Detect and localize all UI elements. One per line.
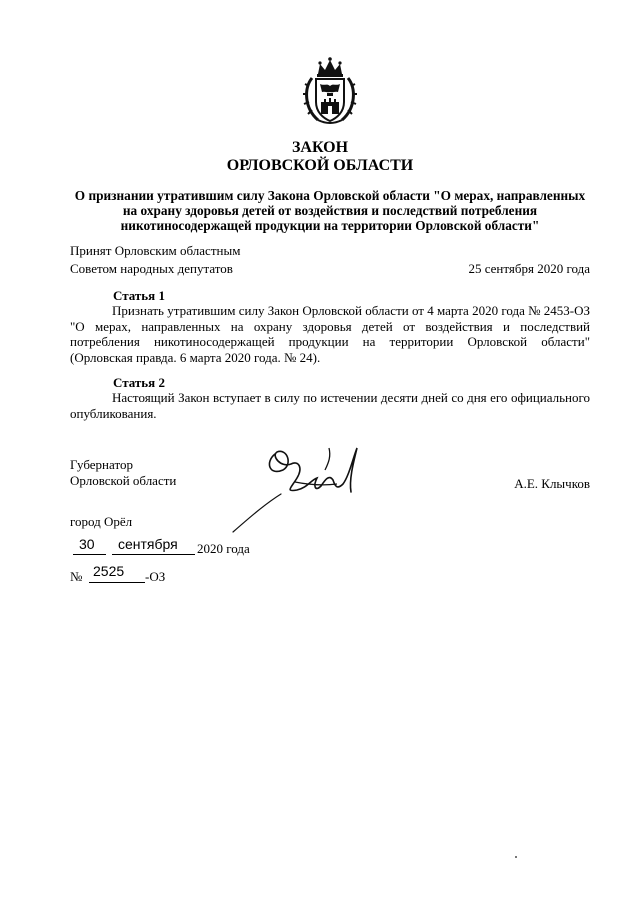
adoption-date: 25 сентября 2020 года (468, 261, 590, 276)
adoption-line-1: Принят Орловским областным (70, 243, 241, 258)
signatory-title-2: Орловской области (70, 473, 177, 488)
article-1-text (70, 303, 590, 365)
document-type-title: ЗАКОН (291, 139, 349, 156)
signing-month: сентября (118, 536, 178, 552)
signatory-name: А.Е. Клычков (514, 476, 590, 491)
law-number-suffix: -ОЗ (145, 569, 166, 584)
article-2-text (70, 390, 590, 421)
article-2-heading: Статья 2 (113, 375, 165, 390)
article-2-body: Настоящий Закон вступает в силу по истечении десяти дней со дня его официального опубликования. (70, 390, 590, 421)
scan-speck (515, 856, 517, 858)
law-number: 2525 (93, 563, 125, 579)
signing-year: 2020 года (197, 541, 250, 556)
city-name: город Орёл (70, 514, 133, 529)
region-title: ОРЛОВСКОЙ ОБЛАСТИ (226, 157, 414, 174)
handwritten-signature (225, 434, 375, 534)
law-subject-heading: О признании утратившим силу Закона Орловской области "О мерах, направленных на охрану здоровья детей от воздействия и последствий потребления никотиносодержащей продукции на территории Орловской области" (74, 188, 586, 233)
adoption-line-2: Советом народных депутатов (70, 261, 233, 276)
law-number-prefix: № (70, 569, 83, 584)
orel-region-coat-of-arms (300, 56, 360, 126)
article-1-heading: Статья 1 (113, 288, 165, 303)
signing-day: 30 (79, 536, 95, 552)
signatory-title-1: Губернатор (70, 457, 133, 472)
article-1-body: Признать утратившим силу Закон Орловской области от 4 марта 2020 года № 2453-ОЗ "О мерах, направленных на охрану здоровья детей от воздействия и последствий потребления никотиносодержащей продукции на территории Орловской области" (Орловская правда. 6 марта 2020 года. № 24). (70, 303, 590, 365)
